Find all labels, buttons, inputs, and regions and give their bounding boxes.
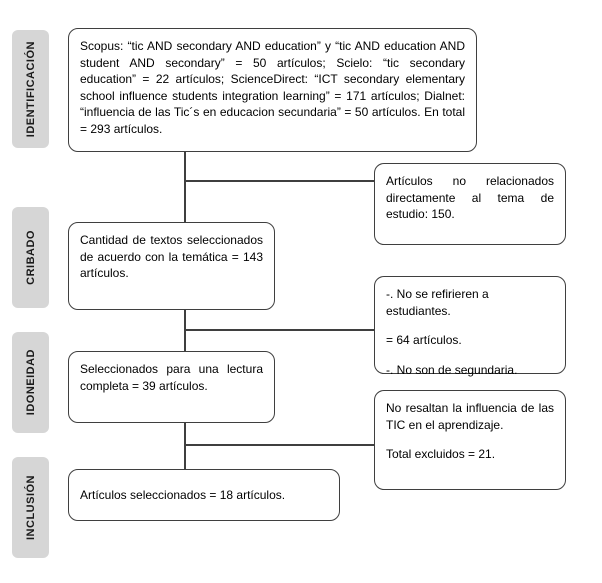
screening-box-text: Cantidad de textos seleccionados de acuerdo con la temática = 143 artículos. (80, 233, 263, 281)
inclusion-box-text: Artículos seleccionados = 18 artículos. (80, 487, 286, 502)
inclusion-box (68, 469, 340, 521)
identification-box (68, 28, 477, 152)
excluded-box-3-line2: Total excluidos = 21. (386, 447, 496, 462)
stage-label-identification (12, 30, 49, 148)
stage-label-eligibility (12, 332, 49, 433)
stage-label-screening (12, 207, 49, 308)
connector-vertical-1 (184, 151, 186, 223)
connector-horizontal-1 (184, 180, 374, 182)
excluded-box-3 (374, 390, 566, 490)
excluded-box-2-line1: -. No se refirieren a estudiantes. (386, 287, 489, 318)
stage-label-eligibility-text: IDONEIDAD (24, 349, 37, 416)
stage-label-screening-text: CRIBADO (24, 230, 37, 285)
excluded-box-1 (374, 163, 566, 245)
eligibility-box (68, 351, 275, 423)
excluded-box-2-line3: -. No son de segundaria. (386, 362, 518, 377)
excluded-box-3-line1: No resaltan la influencia de las TIC en el aprendizaje. (386, 401, 554, 432)
stage-label-inclusion (12, 457, 49, 558)
identification-box-text: Scopus: “tic AND secondary AND education” y “tic AND education AND student AND secondary” = 50 artículos; Scielo: “tic secondary education” = 22 artículos; ScienceDirect: “ICT secondary elementary school influence students integration learning” = 171 artículos; Dialnet: “influencia de las Tic´s en educacion secundaria” = 50 artículos. En total = 293 artículos. (80, 39, 465, 136)
excluded-box-1-text: Artículos no relacionados directamente al tema de estudio: 150. (386, 174, 554, 222)
connector-vertical-3 (184, 423, 186, 469)
stage-label-inclusion-text: INCLUSIÓN (24, 475, 37, 540)
excluded-box-2-line2: = 64 artículos. (386, 333, 462, 348)
screening-box (68, 222, 275, 310)
stage-label-identification-text: IDENTIFICACIÓN (24, 40, 37, 138)
connector-horizontal-3 (184, 444, 374, 446)
connector-horizontal-2 (184, 329, 374, 331)
eligibility-box-text: Seleccionados para una lectura completa = 39 artículos. (80, 362, 263, 393)
excluded-box-2 (374, 276, 566, 377)
